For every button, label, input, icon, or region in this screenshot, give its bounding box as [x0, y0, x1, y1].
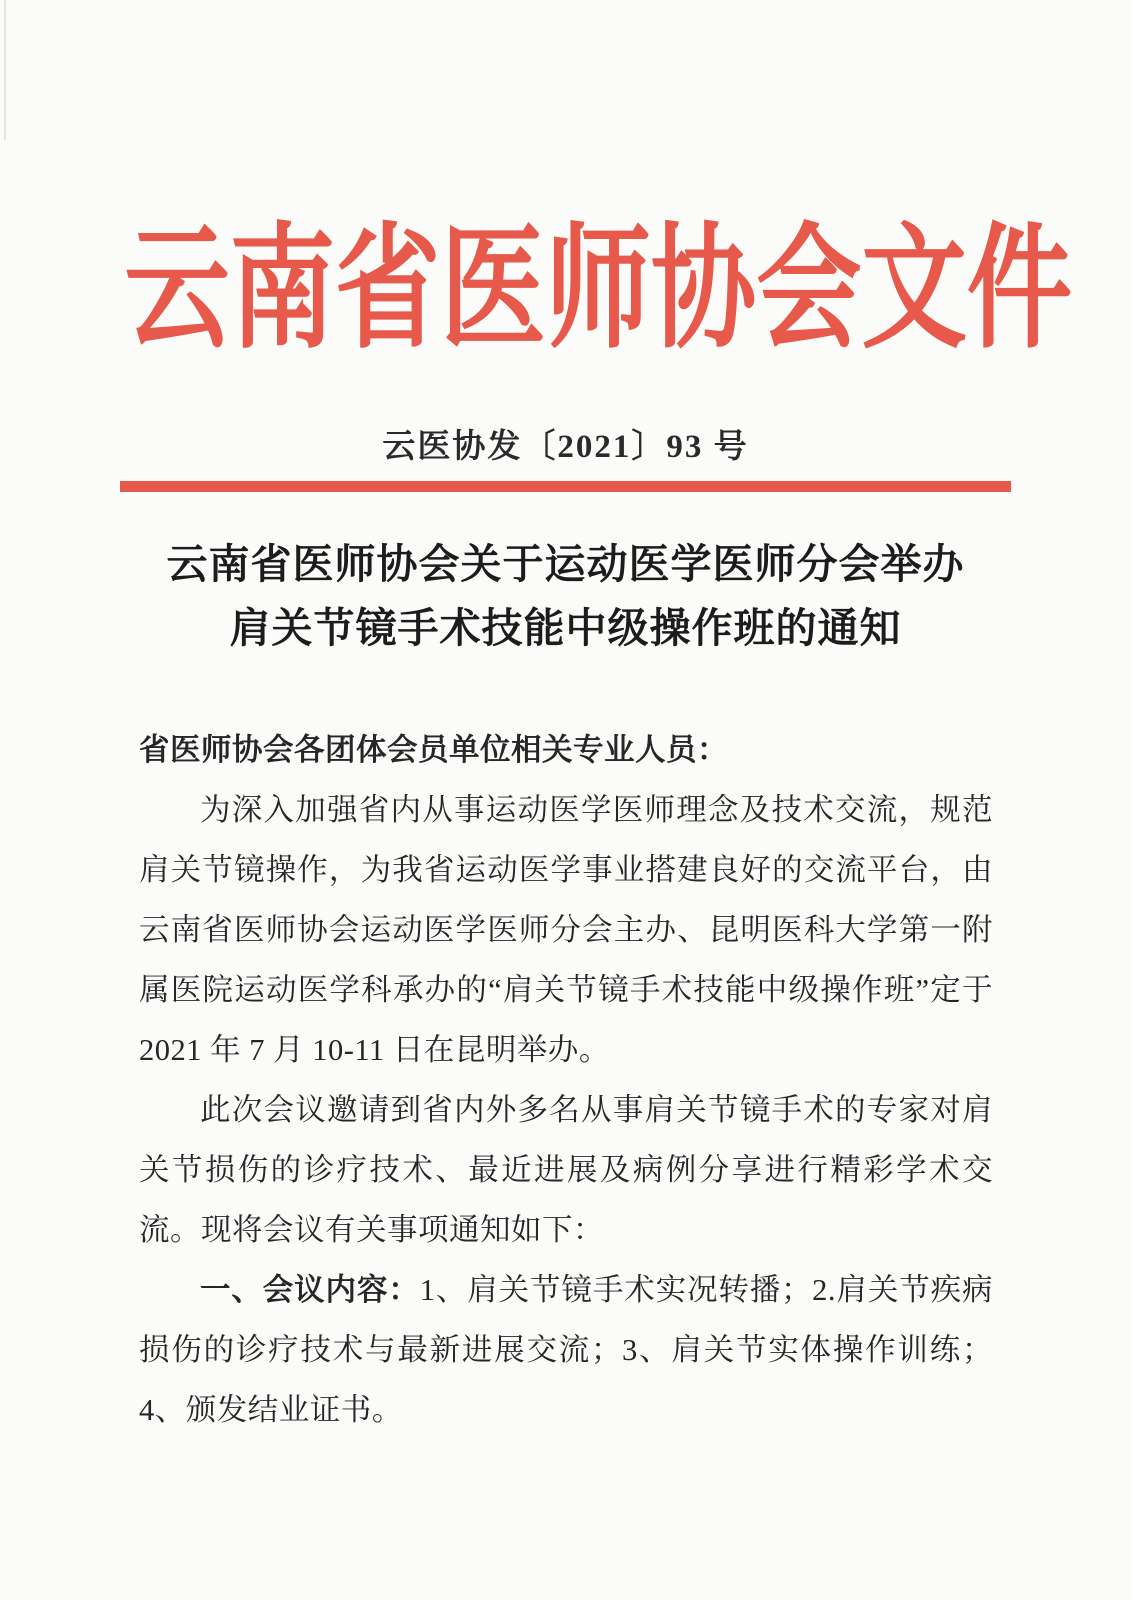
salutation: 省医师协会各团体会员单位相关专业人员： [139, 733, 728, 767]
agenda-item-label: 一、会议内容： [200, 1273, 420, 1307]
agenda-item-text: 1、肩关节镜手术实况转播；2.肩关节疾病损伤的诊疗技术与最新进展交流；3、肩关节实体操作训练；4、颁发结业证书。 [139, 1273, 993, 1427]
paragraph-agenda [139, 1260, 993, 1440]
red-header-org-title: 云南省医师协会文件 [124, 216, 1073, 365]
red-divider-line [120, 481, 1011, 492]
document-number: 云医协发〔2021〕93 号 [382, 429, 749, 465]
notice-title [116, 532, 1016, 660]
notice-title-line-1: 云南省医师协会关于运动医学医师分会举办 [166, 541, 965, 587]
document-body [139, 720, 993, 1440]
scan-edge-artifact [4, 0, 6, 140]
paragraph-intro: 为深入加强省内从事运动医学医师理念及技术交流，规范肩关节镜操作，为我省运动医学事业搭建良好的交流平台，由云南省医师协会运动医学医师分会主办、昆明医科大学第一附属医院运动医学科承办的“肩关节镜手术技能中级操作班”定于 2021 年 7 月 10-11 日在昆明举办。 [139, 793, 993, 1067]
paragraph-invitation: 此次会议邀请到省内外多名从事肩关节镜手术的专家对肩关节损伤的诊疗技术、最近进展及病例分享进行精彩学术交流。现将会议有关事项通知如下： [139, 1093, 993, 1247]
notice-title-line-2: 肩关节镜手术技能中级操作班的通知 [229, 605, 902, 651]
